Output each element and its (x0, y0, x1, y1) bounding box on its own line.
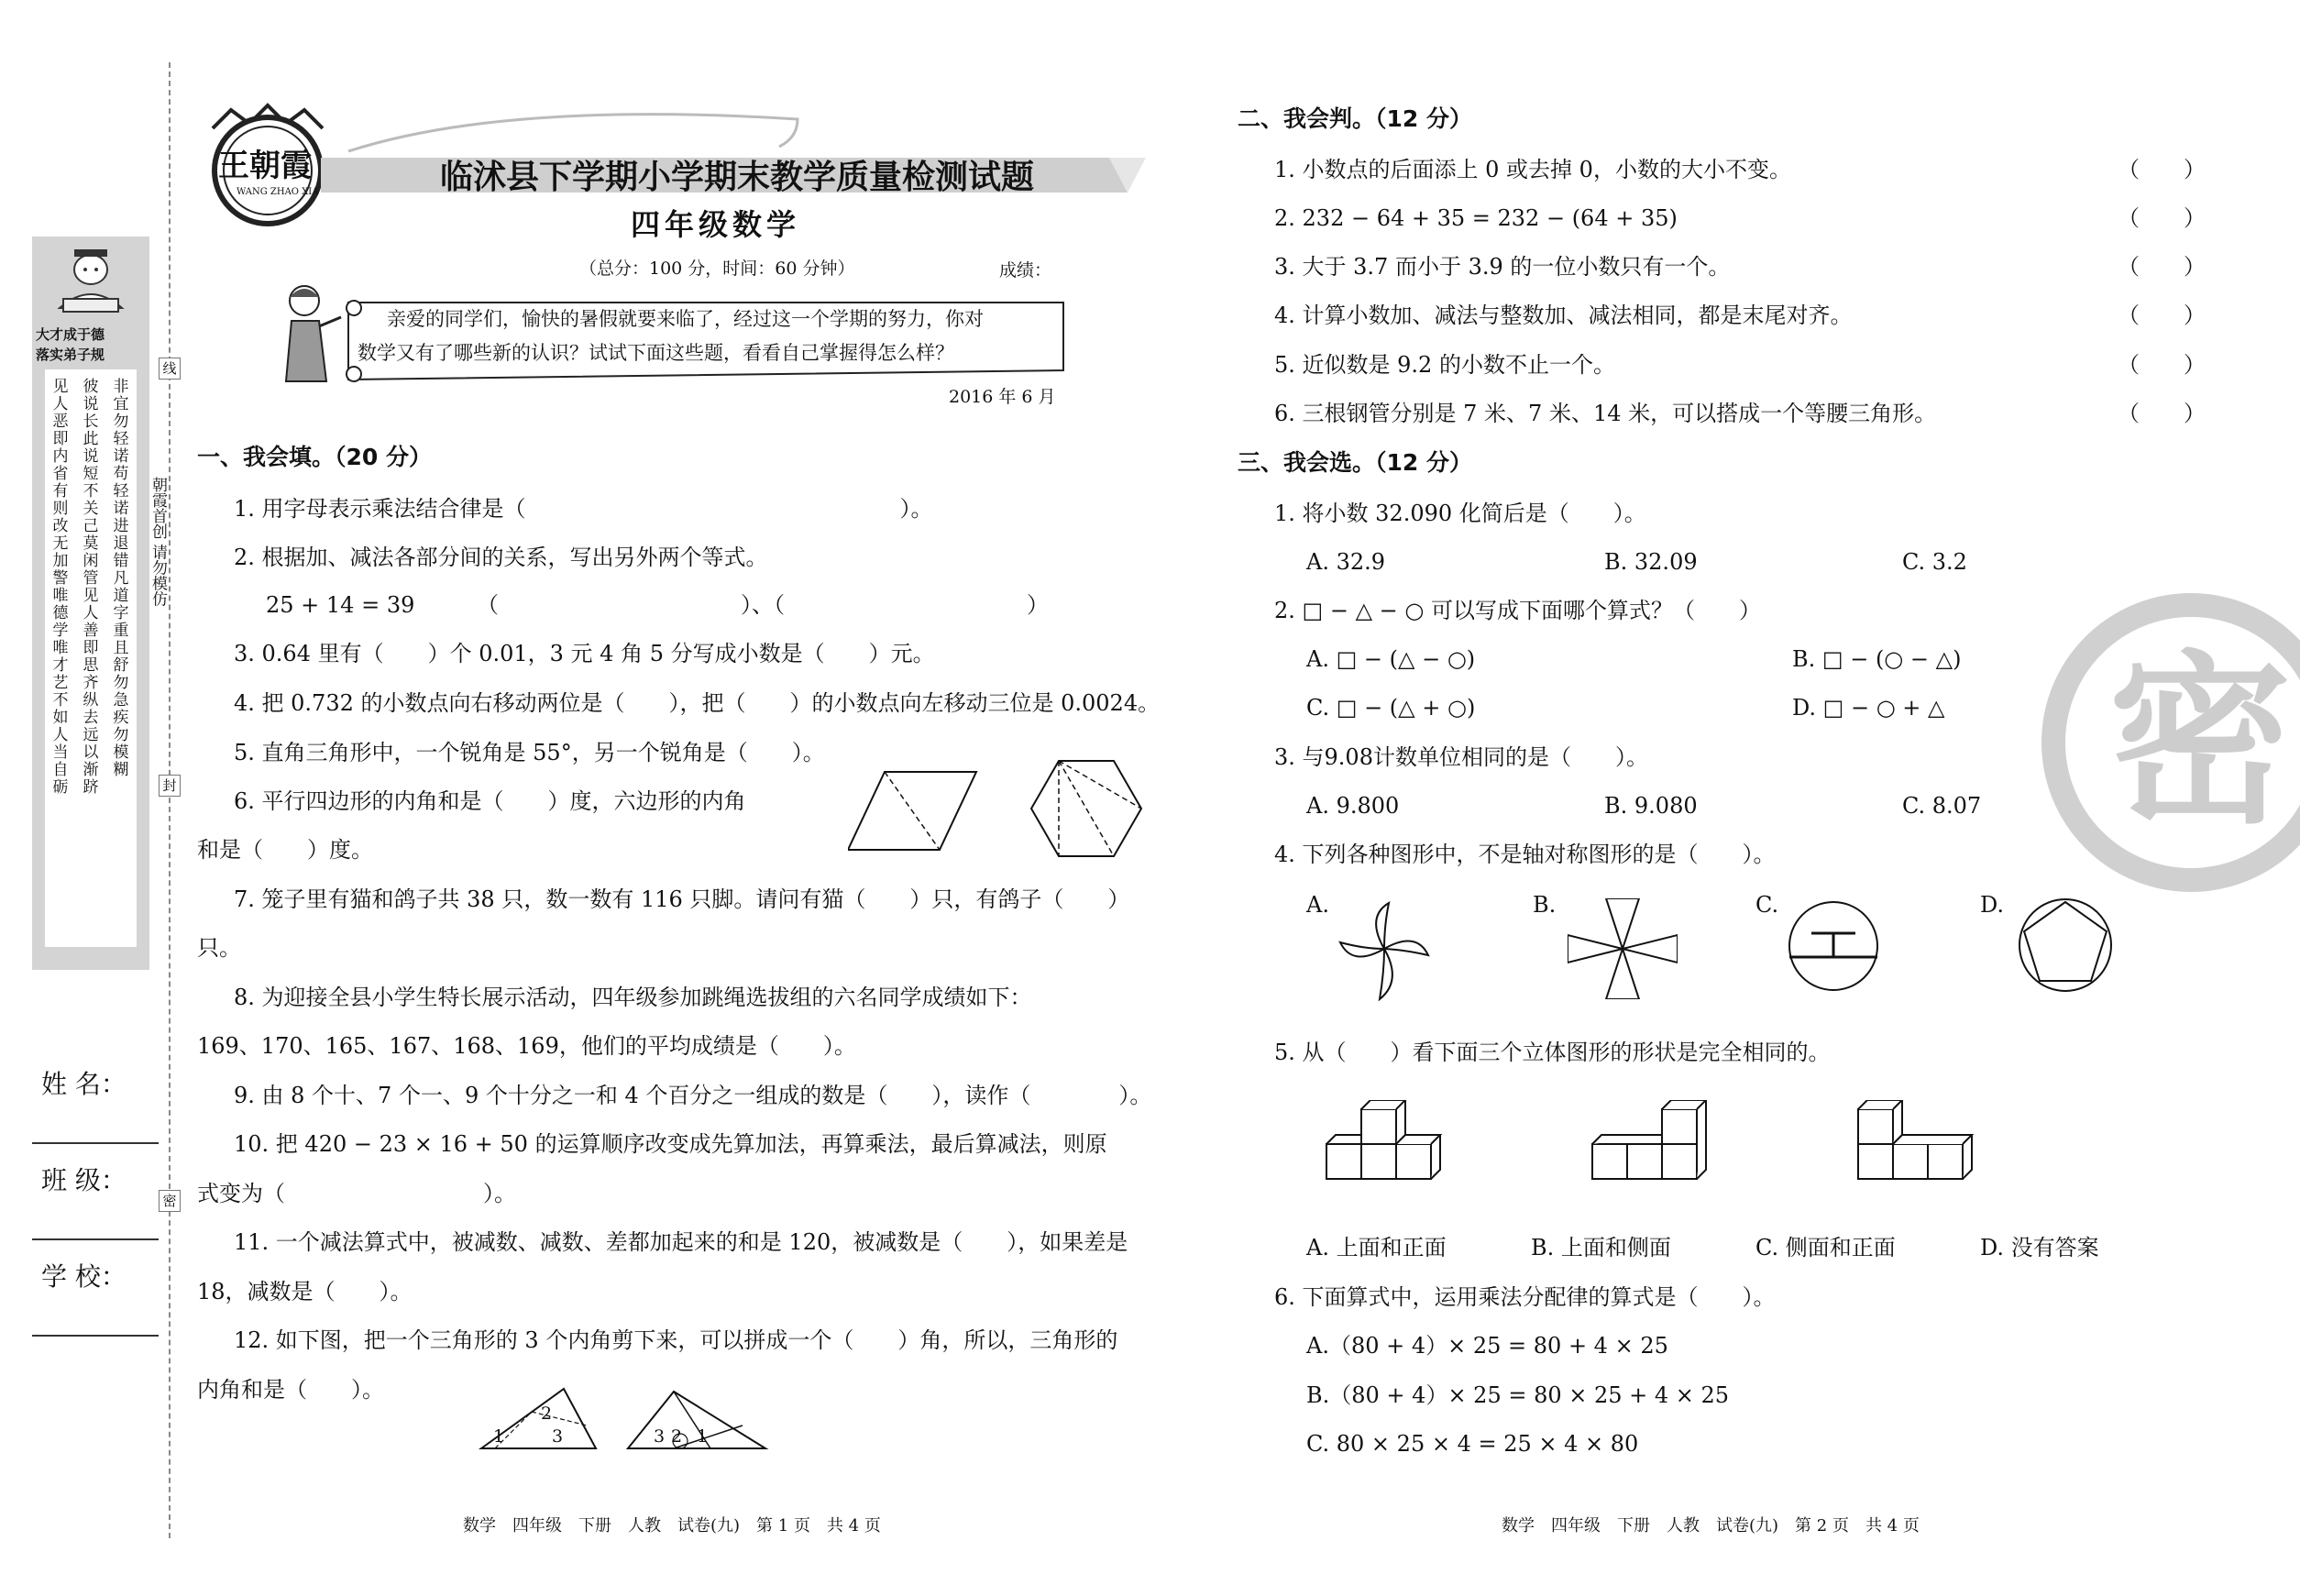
cross-triangles-shape-icon (1568, 898, 1678, 999)
s1-question-11a: 11. 一个减法算式中，被减数、减数、差都加起来的和是 120，被减数是（ ），如果差是 (234, 1229, 1128, 1255)
binding-dashed-line (169, 62, 171, 1538)
s3-q4-option-b[interactable]: B. (1533, 892, 1557, 918)
s3-question-2: 2. □ − △ − ○ 可以写成下面哪个算式？（ ） (1274, 598, 1761, 623)
tri-label-4: 3 (654, 1426, 666, 1447)
brand-logo-text: 王朝霞 (218, 148, 312, 184)
section2-heading: 二、我会判。（12 分） (1238, 105, 1472, 132)
s3-q5-option-c[interactable]: C. 侧面和正面 (1755, 1235, 1896, 1260)
section1-heading: 一、我会填。（20 分） (197, 444, 432, 470)
s3-question-1: 1. 将小数 32.090 化简后是（ ）。 (1274, 501, 1646, 526)
sidebar-column: 非宜勿轻诺苟轻诺进退错凡道字重且舒勿急疾勿模糊 (113, 378, 129, 779)
s1-question-9: 9. 由 8 个十、7 个一、9 个十分之一和 4 个百分之一组成的数是（ ），读作（ ）。 (234, 1083, 1152, 1108)
intro-line-2: 数学又有了哪些新的认识？试试下面这些题，看看自己掌握得怎么样？ (358, 342, 954, 364)
s2-answer-paren[interactable]: （ ） (2118, 303, 2206, 328)
cube-stack-figure-1 (1325, 1100, 1444, 1192)
name-label: 姓 名： (41, 1069, 127, 1099)
name-input-line[interactable] (32, 1142, 159, 1144)
s1-question-3: 3. 0.64 里有（ ）个 0.01，3 元 4 角 5 分写成小数是（ ）元。 (234, 641, 935, 666)
s2-item-3: 3. 大于 3.7 而小于 3.9 的一位小数只有一个。 (1274, 254, 1731, 280)
exam-title: 临沭县下学期小学期末教学质量检测试题 (440, 159, 1035, 196)
seal-char-mi: 密 (159, 1190, 181, 1212)
tri-label-3: 3 (552, 1426, 564, 1447)
score-time-info: （总分：100 分，时间：60 分钟） (579, 259, 855, 279)
s3-q1-option-c[interactable]: C. 3.2 (1902, 549, 1967, 575)
section3-heading: 三、我会选。（12 分） (1238, 449, 1472, 476)
s1-question-5: 5. 直角三角形中，一个锐角是 55°，另一个锐角是（ ）。 (234, 740, 825, 765)
s3-q2-option-b[interactable]: B. □ − (○ − △) (1792, 646, 1962, 672)
s3-question-3: 3. 与9.08计数单位相同的是（ ）。 (1274, 744, 1648, 770)
s1-question-2-equation: 25 + 14 = 39 (266, 592, 415, 618)
intro-line-1: 亲爱的同学们，愉快的暑假就要来临了，经过这一个学期的努力，你对 (387, 308, 984, 330)
s3-q5-option-d[interactable]: D. 没有答案 (1980, 1235, 2099, 1260)
footer-right: 数学 四年级 下册 人教 试卷(九) 第 2 页 共 4 页 (1502, 1516, 1920, 1535)
pinwheel-shape-icon (1338, 898, 1430, 1008)
s2-item-2: 2. 232 − 64 + 35 = 232 − (64 + 35) (1274, 205, 1678, 231)
s1-question-10a: 10. 把 420 − 23 × 16 + 50 的运算顺序改变成先算加法，再算乘法，最后算减法，则原 (234, 1131, 1107, 1157)
footer-left: 数学 四年级 下册 人教 试卷(九) 第 1 页 共 4 页 (463, 1516, 881, 1535)
s3-q5-option-b[interactable]: B. 上面和侧面 (1531, 1235, 1671, 1260)
teacher-figure-icon (273, 281, 347, 391)
s3-q1-option-a[interactable]: A. 32.9 (1306, 549, 1386, 575)
circle-gong-shape-icon (1786, 898, 1882, 995)
sidebar-motto-2: 落实弟子规 (36, 347, 105, 363)
s3-q4-option-a[interactable]: A. (1306, 892, 1329, 918)
exam-date: 2016 年 6 月 (949, 387, 1056, 407)
score-label: 成绩： (999, 260, 1052, 281)
sidebar-column: 见人恶即内省有则改无加警唯德学唯才艺不如人当自砺 (52, 378, 69, 797)
s2-answer-paren[interactable]: （ ） (2118, 401, 2206, 426)
school-label: 学 校： (41, 1261, 127, 1292)
s1-question-1: 1. 用字母表示乘法结合律是（ ）。 (234, 496, 933, 522)
copyright-vertical-note: 朝霞首创 请勿模仿 (149, 477, 167, 607)
tri-label-6: 1 (697, 1426, 709, 1447)
sidebar-motto-panel (32, 237, 149, 970)
s1-question-12b: 内角和是（ ）。 (197, 1377, 384, 1403)
s3-q2-option-c[interactable]: C. □ − (△ + ○) (1306, 695, 1476, 721)
s1-question-12a: 12. 如下图，把一个三角形的 3 个内角剪下来，可以拼成一个（ ）角，所以，三角形的 (234, 1327, 1118, 1353)
tri-label-1: 1 (493, 1426, 505, 1447)
school-input-line[interactable] (32, 1335, 159, 1337)
s1-question-2: 2. 根据加、减法各部分间的关系，写出另外两个等式。 (234, 545, 768, 570)
sidebar-dizigui-text (45, 369, 137, 947)
s1-question-7a: 7. 笼子里有猫和鸽子共 38 只，数一数有 116 只脚。请问有猫（ ）只，有鸽子（ ） (234, 886, 1130, 912)
s2-answer-paren[interactable]: （ ） (2118, 157, 2206, 182)
s3-q3-option-b[interactable]: B. 9.080 (1604, 793, 1698, 819)
s3-q5-option-a[interactable]: A. 上面和正面 (1306, 1235, 1447, 1260)
s1-question-6b: 和是（ ）度。 (197, 837, 373, 863)
s3-q3-option-c[interactable]: C. 8.07 (1902, 793, 1982, 819)
class-label: 班 级： (41, 1165, 127, 1195)
parallelogram-hexagon-figure (848, 754, 1160, 864)
s3-q3-option-a[interactable]: A. 9.800 (1306, 793, 1400, 819)
s3-question-5: 5. 从（ ）看下面三个立体图形的形状是完全相同的。 (1274, 1040, 1831, 1065)
s2-answer-paren[interactable]: （ ） (2118, 352, 2206, 378)
s1-question-11b: 18，减数是（ ）。 (197, 1279, 413, 1304)
s3-q4-option-c[interactable]: C. (1755, 892, 1779, 918)
s3-q4-option-d[interactable]: D. (1980, 892, 2005, 918)
cube-stack-figure-3 (1856, 1100, 1980, 1192)
s2-item-4: 4. 计算小数加、减法与整数加、减法相同，都是末尾对齐。 (1274, 303, 1853, 328)
exam-subtitle: 四年级数学 (631, 207, 801, 242)
cube-stack-figure-2 (1590, 1100, 1714, 1192)
triangle-angles-figure (477, 1384, 779, 1453)
s3-q1-option-b[interactable]: B. 32.09 (1604, 549, 1698, 575)
s3-question-4: 4. 下列各种图形中，不是轴对称图形的是（ ）。 (1274, 842, 1776, 867)
seal-char-xian: 线 (159, 358, 181, 380)
s1-question-10b: 式变为（ ）。 (197, 1181, 516, 1206)
sidebar-column: 彼说长此说短不关己莫闲管见人善即思齐纵去远以渐跻 (83, 378, 99, 797)
s3-q6-option-c[interactable]: C. 80 × 25 × 4 = 25 × 4 × 80 (1306, 1431, 1639, 1457)
s3-q6-option-a[interactable]: A.（80 + 4）× 25 = 80 + 4 × 25 (1306, 1333, 1668, 1359)
s1-question-2-blanks: （ ）、（ ） (477, 592, 1049, 618)
s3-q2-option-d[interactable]: D. □ − ○ + △ (1792, 695, 1945, 721)
tri-label-2: 2 (541, 1403, 553, 1424)
s3-q2-option-a[interactable]: A. □ − (△ − ○) (1306, 646, 1476, 672)
s2-item-5: 5. 近似数是 9.2 的小数不止一个。 (1274, 352, 1615, 378)
s2-answer-paren[interactable]: （ ） (2118, 254, 2206, 280)
seal-char-feng: 封 (159, 775, 181, 797)
scholar-illustration-icon (50, 244, 131, 317)
s1-question-4: 4. 把 0.732 的小数点向右移动两位是（ ），把（ ）的小数点向左移动三位是 0.0024。 (234, 690, 1161, 716)
s2-answer-paren[interactable]: （ ） (2118, 205, 2206, 231)
s1-question-6a: 6. 平行四边形的内角和是（ ）度，六边形的内角 (234, 788, 746, 814)
s1-question-7b: 只。 (197, 935, 241, 961)
s2-item-6: 6. 三根钢管分别是 7 米、7 米、14 米，可以搭成一个等腰三角形。 (1274, 401, 1937, 426)
s1-question-8a: 8. 为迎接全县小学生特长展示活动，四年级参加跳绳选拔组的六名同学成绩如下： (234, 985, 1032, 1010)
tri-label-5: 2 (671, 1426, 683, 1447)
s3-question-6: 6. 下面算式中，运用乘法分配律的算式是（ ）。 (1274, 1284, 1776, 1310)
class-input-line[interactable] (32, 1238, 159, 1240)
s1-question-8b: 169、170、165、167、168、169，他们的平均成绩是（ ）。 (197, 1033, 856, 1059)
brand-logo-subtext: WANG ZHAO XIA (237, 187, 319, 197)
s3-q6-option-b[interactable]: B.（80 + 4）× 25 = 80 × 25 + 4 × 25 (1306, 1382, 1730, 1408)
s2-item-1: 1. 小数点的后面添上 0 或去掉 0，小数的大小不变。 (1274, 157, 1791, 182)
sidebar-motto-1: 大才成于德 (36, 326, 105, 343)
stamp-char: 密 (2108, 635, 2293, 849)
pentagon-in-circle-shape-icon (2015, 895, 2116, 996)
